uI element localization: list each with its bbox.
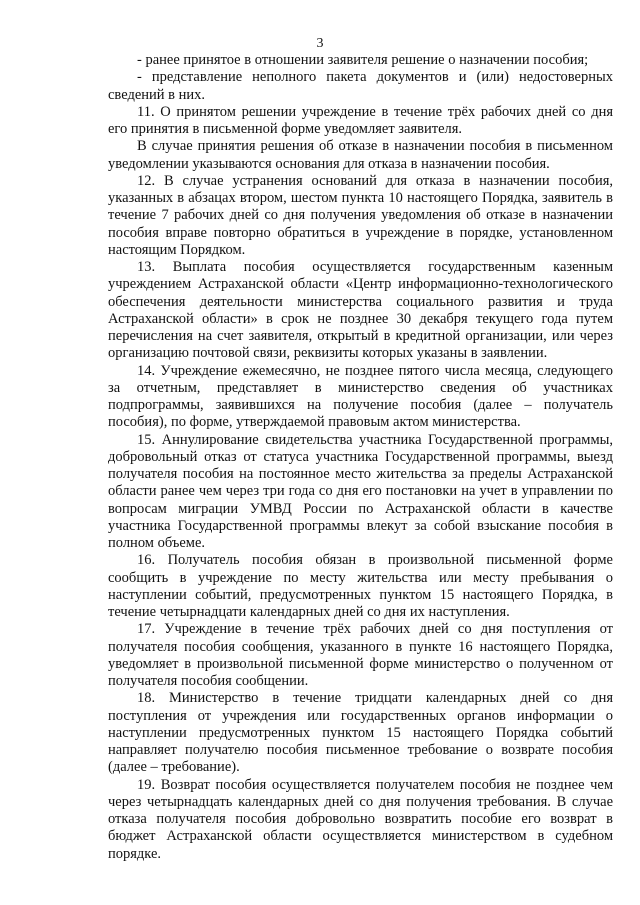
paragraph-19: 19. Возврат пособия осуществляется получателем пособия не позднее чем через четырнадцать календарных дней со дня получения требования. В случае отказа получателя пособия добровольно возвратить пособие его возврат в бюджет Астраханской области осуществляется министерством в судебном порядке. [108,776,613,862]
paragraph-refusal-notice: В случае принятия решения об отказе в назначении пособия в письменном уведомлении указываются основания для отказа в назначении пособия. [108,138,613,172]
paragraph-15: 15. Аннулирование свидетельства участника Государственной программы, добровольный отказ от статуса участника Государственной программы, выезд получателя пособия на постоянное место жительства за пределы Астраханской области ранее чем через три года со дня его постановки на учет в управлении по вопросам миграции УМВД России по Астраханской области в качестве участника Государственной программы влекут за собой взыскание пособия в полном объеме. [108,431,613,551]
paragraph-13: 13. Выплата пособия осуществляется государственным казенным учреждением Астраханской области «Центр информационно-технологического обеспечения деятельности министерства социального развития и труда Астраханской области» в срок не позднее 30 декабря текущего года путем перечисления на счет заявителя, открытый в кредитной организации, или через организацию почтовой связи, реквизиты которых указаны в заявлении. [108,259,613,362]
paragraph-12: 12. В случае устранения оснований для отказа в назначении пособия, указанных в абзацах втором, шестом пункта 10 настоящего Порядка, заявитель в течение 7 рабочих дней со дня получения уведомления об отказе в назначении пособия вправе повторно обратиться в учреждение в порядке, установленном настоящим Порядком. [108,172,613,258]
paragraph-16: 16. Получатель пособия обязан в произвольной письменной форме сообщить в учреждение по месту жительства или месту пребывания о наступлении событий, предусмотренных пунктом 15 настоящего Порядка, в течение четырнадцати календарных дней со дня их наступления. [108,552,613,620]
paragraph-17: 17. Учреждение в течение трёх рабочих дней со дня поступления от получателя пособия сообщения, указанного в пункте 16 настоящего Порядка, уведомляет в произвольной письменной форме министерство о полученном от получателя пособия сообщении. [108,621,613,689]
paragraph-incomplete-documents: - представление неполного пакета документов и (или) недостоверных сведений в них. [108,69,613,103]
paragraph-11: 11. О принятом решении учреждение в течение трёх рабочих дней со дня его принятия в письменной форме уведомляет заявителя. [108,103,613,137]
paragraph-14: 14. Учреждение ежемесячно, не позднее пятого числа месяца, следующего за отчетным, представляет в министерство сведения об участниках подпрограммы, заявившихся на получение пособия (далее – получатель пособия), по форме, утверждаемой правовым актом министерства. [108,362,613,431]
paragraph-18: 18. Министерство в течение тридцати календарных дней со дня поступления от учреждения или государственных органов информации о наступлении предусмотренных пунктом 15 настоящего Порядка событий направляет получателю пособия письменное требование о возврате пособия (далее – требование). [108,690,613,776]
paragraph-previous-decision: - ранее принятое в отношении заявителя решение о назначении пособия; [137,52,589,68]
document-body [108,52,613,863]
page-number: 3 [316,36,324,51]
